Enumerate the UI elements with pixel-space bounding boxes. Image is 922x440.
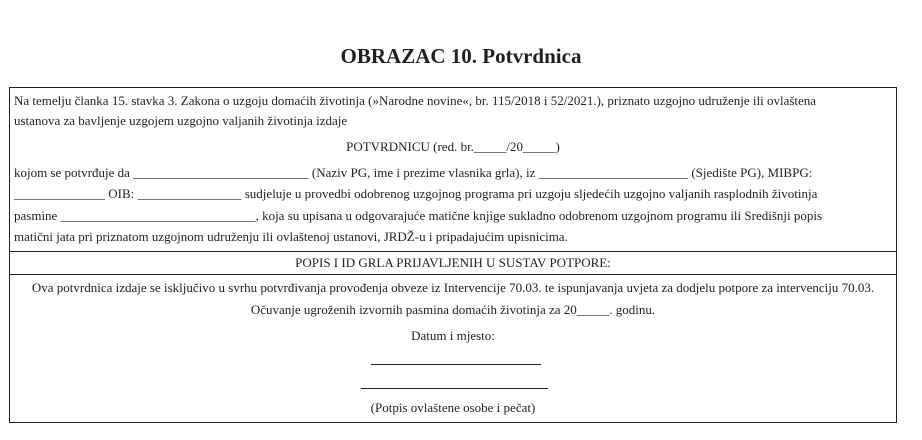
date-place-label: Datum i mjesto: (411, 328, 495, 343)
final-line-2: Očuvanje ugroženih izvornih pasmina domaćih životinja za 20_____. godinu. (250, 302, 656, 317)
intro-line-3: kojom se potvrđuje da ___________________________ (Naziv PG, ime i prezime vlasnika grla), iz _______________________ (Sjedište PG), MIBPG: (14, 165, 813, 180)
potvrdnica-heading: POTVRDNICU (red. br._____/20_____) (346, 139, 560, 154)
intro-line-4: ______________ OIB: ________________ sudjeluje u provedbi odobrenog uzgojnog programa pri uzgoju sljedećih uzgojno valjanih rasplodnih životinja (14, 186, 818, 201)
signature-line (361, 388, 548, 389)
intro-line-6: matični jata pri priznatom uzgojnom udruženju ili ovlaštenoj ustanovi, JRDŽ-u i pripadajućim upisnicima. (14, 229, 568, 244)
date-place-line (371, 364, 541, 365)
popis-heading: POPIS I ID GRLA PRIJAVLJENIH U SUSTAV POTPORE: (10, 252, 896, 275)
form-title: OBRAZAC 10. Potvrdnica (340, 44, 582, 68)
intro-section (10, 88, 896, 252)
intro-line-1: Na temelju članka 15. stavka 3. Zakona o uzgoju domaćih životinja (»Narodne novine«, br. 115/2018 i 52/2021.), priznato uzgojno udruženje ili ovlaštena (14, 93, 817, 108)
intro-line-5: pasmine ______________________________, koja su upisana u odgovarajuće matične knjige sukladno odobrenom uzgojnom programu ili Središnji popis (14, 208, 823, 223)
signature-label: (Potpis ovlaštene osobe i pečat) (370, 400, 536, 415)
form-box (9, 87, 897, 423)
final-line-1: Ova potvrdnica izdaje se isključivo u svrhu potvrđivanja provođenja obveze iz Intervencije 70.03. te ispunjavanja uvjeta za dodjelu potpore za intervenciju 70.03. (31, 280, 875, 295)
final-section (10, 275, 896, 422)
intro-line-2: ustanova za bavljenje uzgojem uzgojno valjanih životinja izdaje (14, 113, 348, 128)
